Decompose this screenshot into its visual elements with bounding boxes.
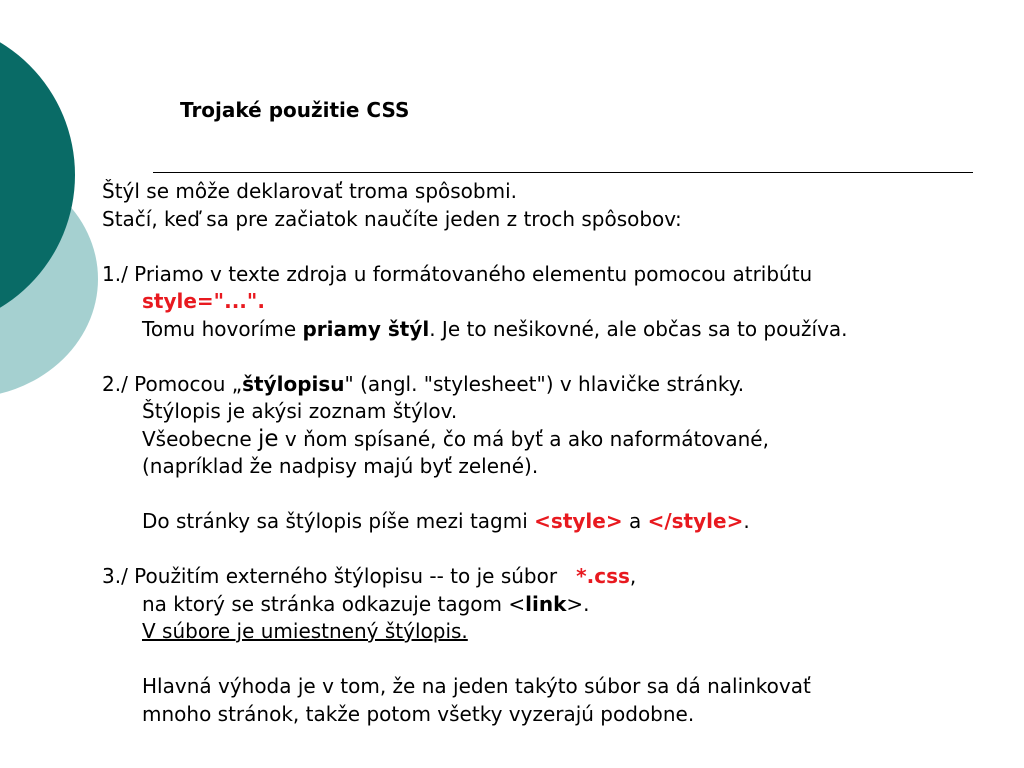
method-2-line-3: Všeobecne je v ňom spísané, čo má byť a ako naformátované, [142,425,769,452]
style-close-tag: </style> [647,509,744,533]
css-file-extension: *.css [576,564,630,588]
stylopis-term: štýlopisu [242,371,345,396]
priamy-styl-term: priamy štýl [302,316,430,341]
method-2-line-2: Štýlopis je akýsi zoznam štýlov. [142,399,458,423]
style-attribute-code: style="..." [142,289,258,313]
style-open-tag: <style> [534,509,623,533]
slide-title: Trojaké použitie CSS [180,98,410,122]
intro-line-2: Stačí, keď sa pre začiatok naučíte jeden z troch spôsobov: [102,206,682,231]
method-3-line-2: na ktorý se stránka odkazuje tagom <link>. [142,591,590,616]
link-tag-term: link [525,591,567,616]
method-3-line-4: Hlavná výhoda je v tom, že na jeden takýto súbor sa dá nalinkovať [142,674,811,698]
method-3-line-5: mnoho stránok, takže potom všetky vyzerajú podobne. [142,701,695,726]
method-1-line-2: Tomu hovoríme priamy štýl. Je to nešikovné, ale občas sa to používa. [142,316,848,341]
slide-body [102,178,1002,728]
method-2-line-4: (napríklad že nadpisy majú byť zelené). [142,454,539,478]
method-3-line-3: V súbore je umiestnený štýlopis. [142,619,468,643]
intro-line-1: Štýl se môže deklarovať troma spôsobmi. [102,179,518,203]
title-divider [153,172,973,173]
method-2-lead: 2./ Pomocou „štýlopisu" (angl. "stylesheet") v hlavičke stránky. [102,371,745,396]
method-3-lead: 3./ Použitím externého štýlopisu -- to je súbor *.css, [102,564,637,588]
method-2-line-5: Do stránky sa štýlopis píše mezi tagmi <style> a </style>. [142,509,750,533]
method-1-attr-line: style="...". [142,289,265,313]
method-1-lead: 1./ Priamo v texte zdroja u formátovaného elementu pomocou atribútu [102,261,813,286]
